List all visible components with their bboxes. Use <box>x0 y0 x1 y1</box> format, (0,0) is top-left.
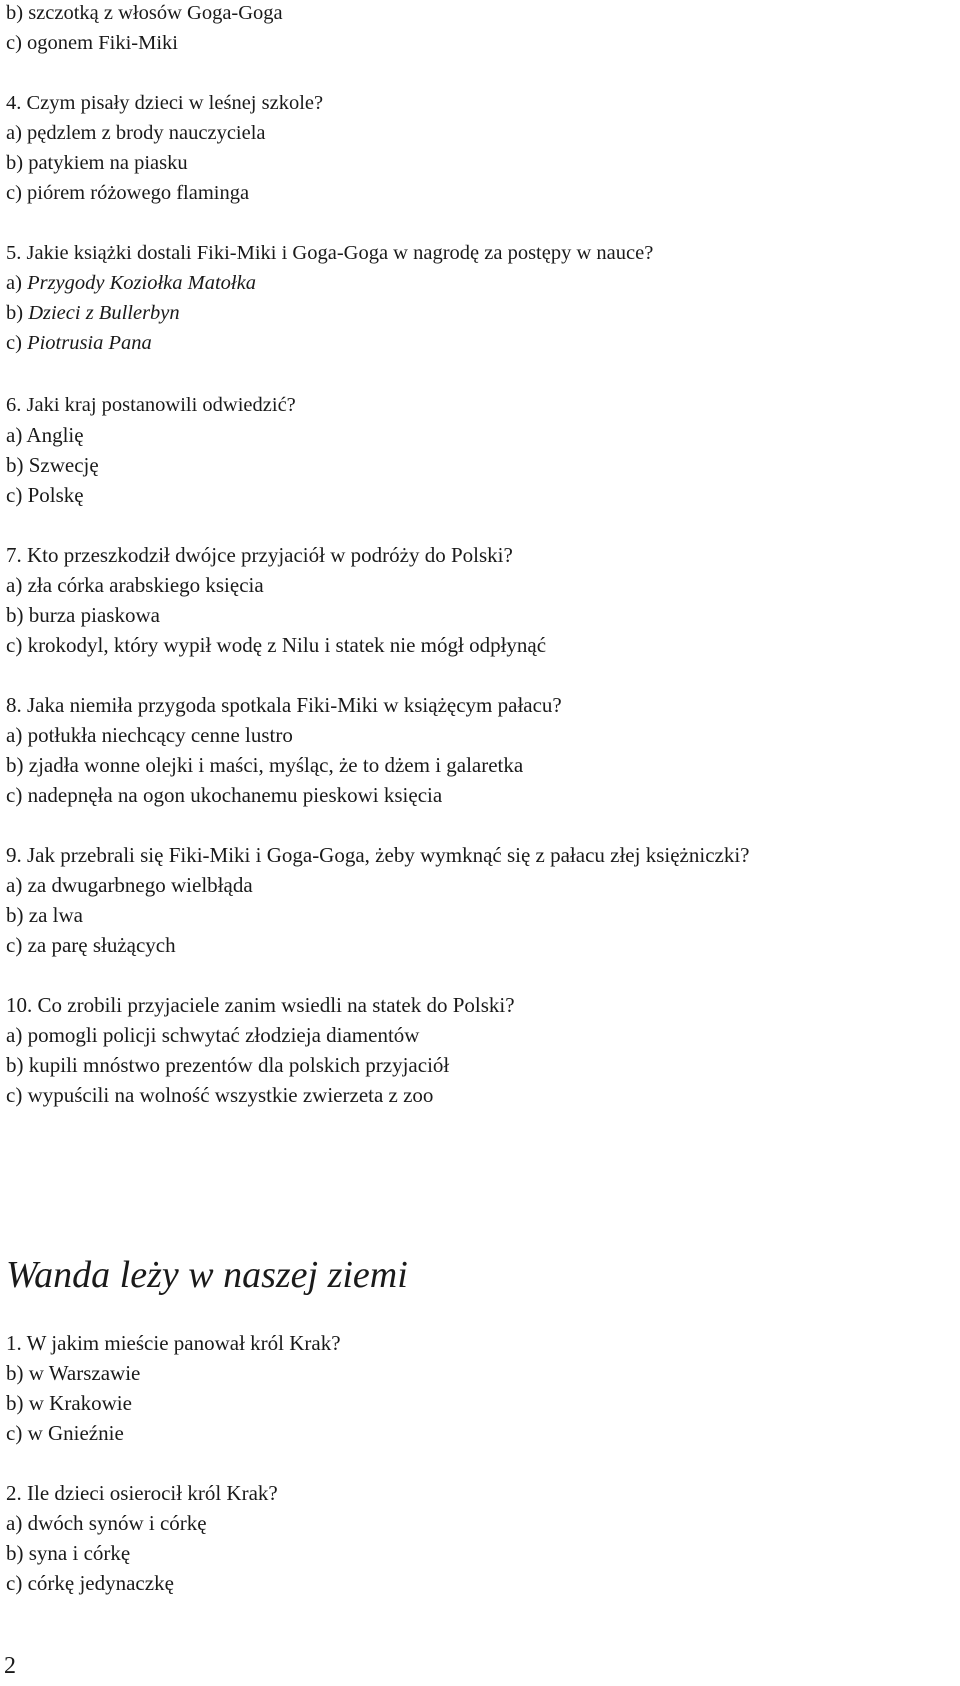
q6-question: 6. Jaki kraj postanowili odwiedzić? <box>6 394 296 416</box>
s2q2-question: 2. Ile dzieci osierocił król Krak? <box>6 1481 278 1505</box>
q7-option-a: a) zła córka arabskiego księcia <box>6 573 264 597</box>
q5-option-c-title: Piotrusia Pana <box>27 332 152 354</box>
q3-option-b: b) szczotką z włosów Goga-Goga <box>6 2 283 24</box>
q4-option-b: b) patykiem na piasku <box>6 152 188 174</box>
q3-option-c: c) ogonem Fiki-Miki <box>6 32 178 54</box>
q10-option-a: a) pomogli policji schwytać złodzieja diamentów <box>6 1023 420 1047</box>
q9-question: 9. Jak przebrali się Fiki-Miki i Goga-Goga, żeby wymknąć się z pałacu złej księżniczki? <box>6 843 750 867</box>
q6-option-b: b) Szwecję <box>6 453 99 477</box>
q10-question: 10. Co zrobili przyjaciele zanim wsiedli na statek do Polski? <box>6 993 515 1017</box>
q8-option-b: b) zjadła wonne olejki i maści, myśląc, że to dżem i galaretka <box>6 753 524 777</box>
q5-option-a <box>6 270 256 296</box>
q8-option-c: c) nadepnęła na ogon ukochanemu pieskowi księcia <box>6 783 443 807</box>
page-number: 2 <box>4 1653 16 1679</box>
s2q2-option-a: a) dwóch synów i córkę <box>6 1511 207 1535</box>
q5-option-b <box>6 300 180 326</box>
s2q2-option-c: c) córkę jedynaczkę <box>6 1571 174 1595</box>
q10-option-b: b) kupili mnóstwo prezentów dla polskich przyjaciół <box>6 1053 450 1077</box>
section-title: Wanda leży w naszej ziemi <box>6 1254 408 1296</box>
q7-option-c: c) krokodyl, który wypił wodę z Nilu i statek nie mógł odpłynąć <box>6 633 547 657</box>
q5-option-a-letter: a) <box>6 272 28 294</box>
q7-option-b: b) burza piaskowa <box>6 603 160 627</box>
q4-option-c: c) piórem różowego flaminga <box>6 182 250 204</box>
q5-option-a-title: Przygody Koziołka Matołka <box>27 272 256 294</box>
q8-option-a: a) potłukła niechcący cenne lustro <box>6 723 293 747</box>
q5-option-c <box>6 330 152 356</box>
q5-option-b-letter: b) <box>6 302 29 324</box>
q4-option-a: a) pędzlem z brody nauczyciela <box>6 122 266 144</box>
q10-option-c: c) wypuścili na wolność wszystkie zwierzeta z zoo <box>6 1083 434 1107</box>
q4-question: 4. Czym pisały dzieci w leśnej szkole? <box>6 92 324 114</box>
q9-option-b: b) za lwa <box>6 903 83 927</box>
s2q2-option-b: b) syna i córkę <box>6 1541 131 1565</box>
s2q1-question: 1. W jakim mieście panował król Krak? <box>6 1331 341 1355</box>
q8-question: 8. Jaka niemiła przygoda spotkala Fiki-Miki w książęcym pałacu? <box>6 693 562 717</box>
q5-question: 5. Jakie książki dostali Fiki-Miki i Goga-Goga w nagrodę za postępy w nauce? <box>6 242 654 264</box>
s2q1-option-b1: b) w Warszawie <box>6 1361 141 1385</box>
q6-option-c: c) Polskę <box>6 483 84 507</box>
q5-option-c-letter: c) <box>6 332 28 354</box>
q9-option-c: c) za parę służących <box>6 933 176 957</box>
q6-option-a: a) Anglię <box>6 423 84 447</box>
s2q1-option-c: c) w Gnieźnie <box>6 1421 124 1445</box>
q9-option-a: a) za dwugarbnego wielbłąda <box>6 873 253 897</box>
q7-question: 7. Kto przeszkodził dwójce przyjaciół w podróży do Polski? <box>6 543 513 567</box>
q5-option-b-title: Dzieci z Bullerbyn <box>28 302 180 324</box>
s2q1-option-b2: b) w Krakowie <box>6 1391 132 1415</box>
